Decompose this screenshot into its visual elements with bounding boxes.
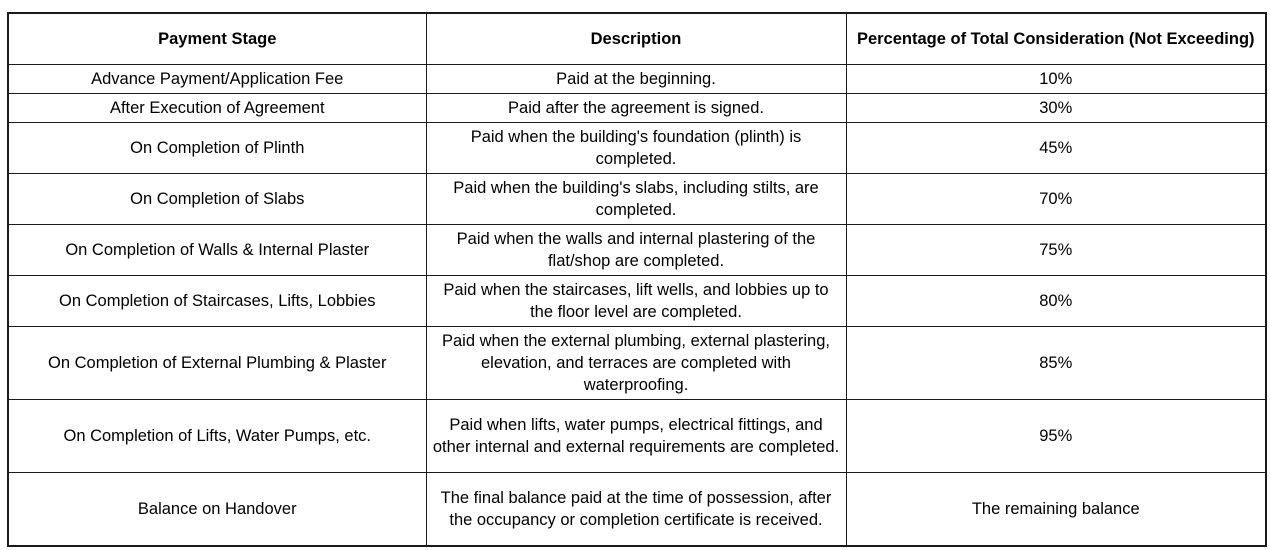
cell-stage: On Completion of Plinth [8, 123, 426, 174]
table-row [8, 225, 1266, 276]
table-row [8, 327, 1266, 400]
cell-description: Paid when the building's slabs, including stilts, are completed. [426, 174, 846, 225]
header-payment-stage: Payment Stage [8, 13, 426, 65]
cell-percentage: 45% [846, 123, 1266, 174]
payment-schedule-container [7, 12, 1267, 547]
header-row [8, 13, 1266, 65]
table-row [8, 123, 1266, 174]
cell-percentage: 70% [846, 174, 1266, 225]
table-row [8, 94, 1266, 123]
cell-description: Paid when the staircases, lift wells, and lobbies up to the floor level are completed. [426, 276, 846, 327]
cell-stage: Balance on Handover [8, 473, 426, 547]
cell-stage: After Execution of Agreement [8, 94, 426, 123]
cell-description: The final balance paid at the time of possession, after the occupancy or completion certificate is received. [426, 473, 846, 547]
cell-description: Paid when the building's foundation (plinth) is completed. [426, 123, 846, 174]
table-row [8, 65, 1266, 94]
cell-description: Paid when lifts, water pumps, electrical fittings, and other internal and external requirements are completed. [426, 400, 846, 473]
table-row [8, 174, 1266, 225]
cell-percentage: 80% [846, 276, 1266, 327]
cell-percentage: 10% [846, 65, 1266, 94]
cell-stage: On Completion of Walls & Internal Plaster [8, 225, 426, 276]
cell-description: Paid at the beginning. [426, 65, 846, 94]
table-row [8, 400, 1266, 473]
cell-percentage: 85% [846, 327, 1266, 400]
cell-percentage: The remaining balance [846, 473, 1266, 547]
cell-description: Paid after the agreement is signed. [426, 94, 846, 123]
cell-percentage: 75% [846, 225, 1266, 276]
cell-stage: On Completion of Staircases, Lifts, Lobbies [8, 276, 426, 327]
table-row [8, 276, 1266, 327]
table-body [8, 65, 1266, 547]
payment-schedule-table [7, 12, 1267, 547]
cell-percentage: 95% [846, 400, 1266, 473]
header-percentage: Percentage of Total Consideration (Not Exceeding) [846, 13, 1266, 65]
cell-stage: On Completion of Lifts, Water Pumps, etc. [8, 400, 426, 473]
header-description: Description [426, 13, 846, 65]
cell-stage: On Completion of Slabs [8, 174, 426, 225]
cell-description: Paid when the external plumbing, external plastering, elevation, and terraces are completed with waterproofing. [426, 327, 846, 400]
cell-stage: On Completion of External Plumbing & Plaster [8, 327, 426, 400]
cell-percentage: 30% [846, 94, 1266, 123]
table-header [8, 13, 1266, 65]
cell-stage: Advance Payment/Application Fee [8, 65, 426, 94]
table-row [8, 473, 1266, 547]
cell-description: Paid when the walls and internal plastering of the flat/shop are completed. [426, 225, 846, 276]
